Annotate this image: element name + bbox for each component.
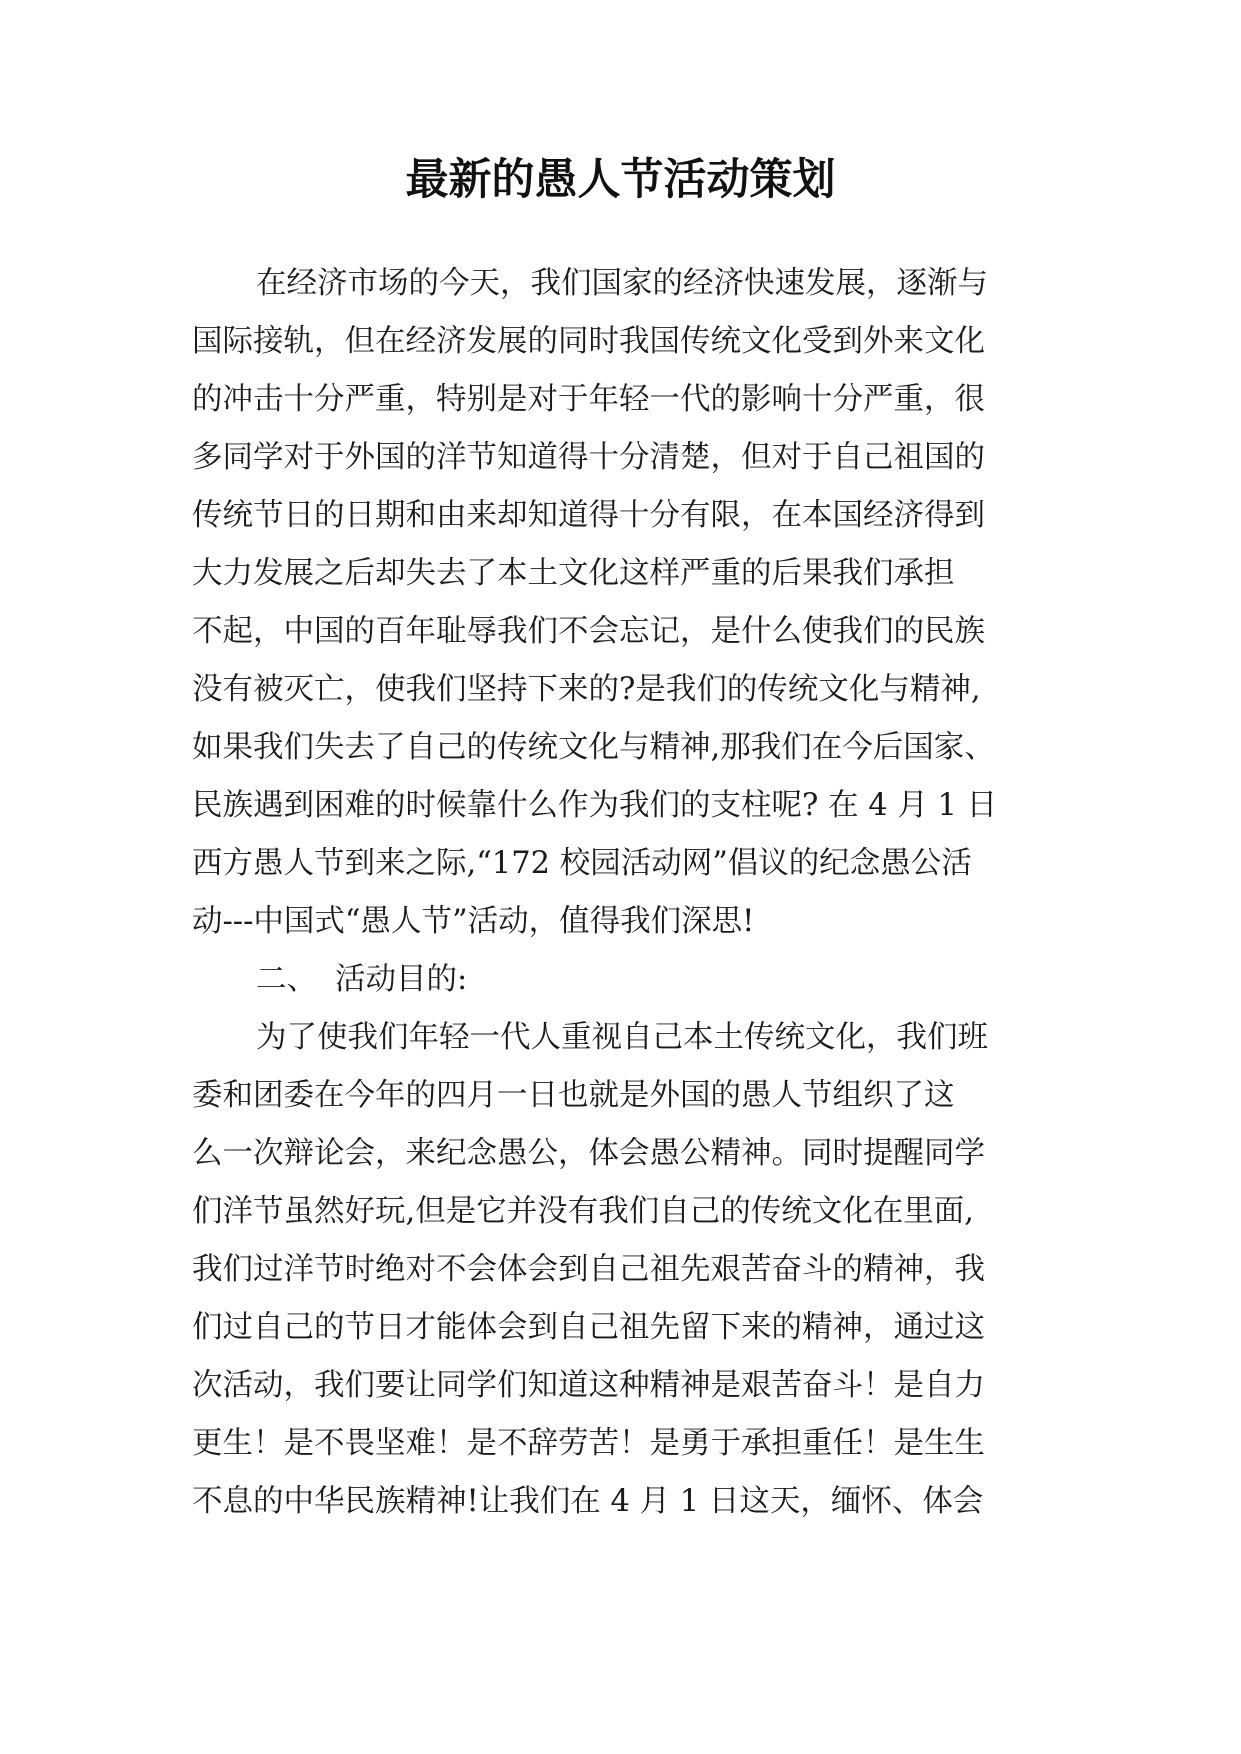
paragraph-line: 西方愚人节到来之际,“172 校园活动网”倡议的纪念愚公活 bbox=[192, 846, 972, 881]
paragraph-line: 次活动，我们要让同学们知道这种精神是艰苦奋斗！是自力 bbox=[192, 1368, 985, 1403]
paragraph-line: 动---中国式“愚人节”活动，值得我们深思! bbox=[192, 904, 755, 939]
paragraph-line: 更生！是不畏坚难！是不辞劳苦！是勇于承担重任！是生生 bbox=[192, 1426, 985, 1461]
paragraph-line: 民族遇到困难的时候靠什么作为我们的支柱呢? 在 4 月 1 日 bbox=[192, 788, 998, 823]
paragraph-line: 么一次辩论会，来纪念愚公，体会愚公精神。同时提醒同学 bbox=[192, 1136, 985, 1171]
paragraph-line: 不息的中华民族精神!让我们在 4 月 1 日这天，缅怀、体会 bbox=[192, 1484, 984, 1519]
paragraph-line: 没有被灭亡，使我们坚持下来的?是我们的传统文化与精神, bbox=[192, 672, 981, 707]
document-title: 最新的愚人节活动策划 bbox=[405, 155, 836, 205]
paragraph-line: 传统节日的日期和由来却知道得十分有限，在本国经济得到 bbox=[192, 498, 985, 533]
paragraph-line: 大力发展之后却失去了本土文化这样严重的后果我们承担 bbox=[192, 556, 955, 591]
paragraph-line: 如果我们失去了自己的传统文化与精神,那我们在今后国家、 bbox=[192, 730, 995, 765]
paragraph-line: 们过自己的节日才能体会到自己祖先留下来的精神，通过这 bbox=[192, 1310, 985, 1345]
paragraph-line: 们洋节虽然好玩,但是它并没有我们自己的传统文化在里面, bbox=[192, 1194, 974, 1229]
paragraph-line: 委和团委在今年的四月一日也就是外国的愚人节组织了这 bbox=[192, 1078, 955, 1113]
paragraph-line: 在经济市场的今天，我们国家的经济快速发展，逐渐与 bbox=[256, 266, 988, 301]
document-body bbox=[192, 255, 1052, 1531]
section-heading-text: 活动目的: bbox=[335, 962, 468, 997]
section-number: 二、 bbox=[256, 962, 317, 997]
paragraph-line: 为了使我们年轻一代人重视自己本土传统文化，我们班 bbox=[256, 1020, 988, 1055]
paragraph-line: 国际接轨，但在经济发展的同时我国传统文化受到外来文化 bbox=[192, 324, 985, 359]
paragraph-line: 我们过洋节时绝对不会体会到自己祖先艰苦奋斗的精神，我 bbox=[192, 1252, 985, 1287]
paragraph-line: 的冲击十分严重，特别是对于年轻一代的影响十分严重，很 bbox=[192, 382, 985, 417]
paragraph-line: 不起，中国的百年耻辱我们不会忘记，是什么使我们的民族 bbox=[192, 614, 985, 649]
paragraph-line: 多同学对于外国的洋节知道得十分清楚，但对于自己祖国的 bbox=[192, 440, 985, 475]
section-heading bbox=[192, 951, 1052, 1009]
